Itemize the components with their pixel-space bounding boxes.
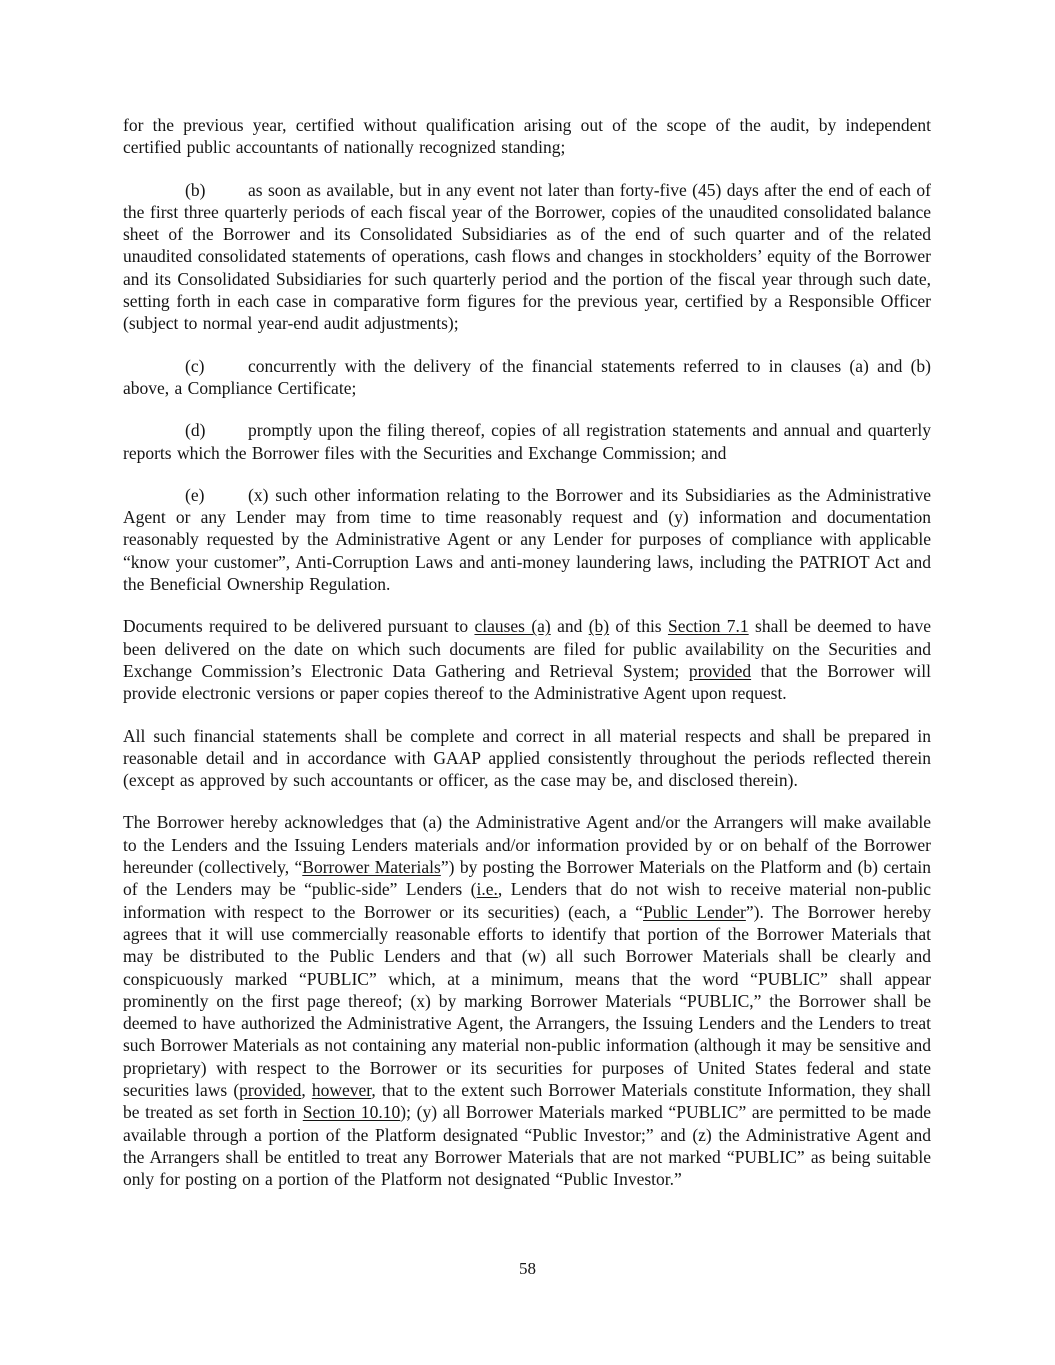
text-run: promptly upon the filing thereof, copies of all registration statements and annual and quarterly reports which the Borrower files with the Securities and Exchange Commission; and bbox=[123, 420, 931, 463]
text-run: concurrently with the delivery of the financial statements referred to in clauses (a) and (b) above, a Compliance Certificate; bbox=[123, 355, 931, 398]
clause-paragraph bbox=[123, 179, 931, 335]
text-run: The Borrower hereby acknowledges that (a) the Administrative Agent and/or the Arrangers will make available to the Lenders and the Issuing Lenders materials and/or information provided by or on behalf of the Borrower hereunder (collectively, “ bbox=[123, 812, 931, 878]
text-run: ); (y) all Borrower Materials marked “PUBLIC” are permitted to be made available through a portion of the Platform designated “Public Investor;” and (z) the Administrative Agent and the Arrangers shall be entitled to treat any Borrower Materials that are not marked “PUBLIC” as being suitable only for posting on a portion of the Platform not designated “Public Investor.” bbox=[123, 1102, 931, 1190]
clause-label: (b) bbox=[185, 179, 206, 200]
text-run: All such financial statements shall be complete and correct in all material respects and shall be prepared in reasonable detail and in accordance with GAAP applied consistently throughout the periods reflected therein (except as approved by such accountants or officer, as the case may be, and disclosed therein). bbox=[123, 725, 931, 791]
underlined-term: clauses (a) bbox=[474, 616, 551, 637]
underlined-term: provided bbox=[688, 660, 752, 681]
body-paragraph bbox=[123, 114, 931, 159]
underlined-term: Section 7.1 bbox=[667, 616, 749, 637]
text-run: for the previous year, certified without qualification arising out of the scope of the audit, by independent certified public accountants of nationally recognized standing; bbox=[123, 115, 931, 158]
text-run: , Lenders that do not wish to receive material non-public information with respect to the Borrower or its securities) (each, a “ bbox=[123, 879, 932, 922]
underlined-term: i.e. bbox=[476, 879, 498, 900]
text-run: (x) such other information relating to the Borrower and its Subsidiaries as the Administrative Agent or any Lender may from time to time reasonably request and (y) information and documentation reasonably requested by the Administrative Agent or any Lender for purposes of compliance with applicable “know your customer”, Anti-Corruption Laws and anti-money laundering laws, including the PATRIOT Act and the Beneficial Ownership Regulation. bbox=[123, 484, 931, 595]
underlined-term: Borrower Materials bbox=[302, 857, 441, 878]
clause-paragraph bbox=[123, 355, 931, 400]
page-number: 58 bbox=[519, 1259, 536, 1278]
underlined-term: Section 10.10 bbox=[302, 1102, 401, 1123]
underlined-term: however bbox=[311, 1079, 372, 1100]
body-paragraph bbox=[123, 811, 931, 1190]
clause-label: (e) bbox=[185, 484, 205, 505]
body-paragraph bbox=[123, 725, 931, 792]
text-run: of this bbox=[609, 616, 668, 637]
clause-label: (c) bbox=[185, 355, 205, 376]
body-paragraph bbox=[123, 615, 931, 704]
document-body bbox=[123, 114, 931, 1210]
text-run: ”) by posting the Borrower Materials on the Platform and (b) certain of the Lenders may be “public-side” Lenders ( bbox=[123, 857, 932, 900]
clause-paragraph bbox=[123, 484, 931, 595]
clause-label: (d) bbox=[185, 420, 206, 441]
underlined-term: provided bbox=[239, 1079, 302, 1100]
underlined-term: (b) bbox=[588, 616, 610, 637]
text-run: as soon as available, but in any event not later than forty-five (45) days after the end of each of the first three quarterly periods of each fiscal year of the Borrower, copies of the unaudited consolidated balance sheet of the Borrower and its Consolidated Subsidiaries as of the end of such quarter and of the related unaudited consolidated statements of operations, cash flows and changes in stockholders’ equity of the Borrower and its Consolidated Subsidiaries for such quarterly period and the portion of the fiscal year through such date, setting forth in each case in comparative form figures for the previous year, certified by a Responsible Officer (subject to normal year-end audit adjustments); bbox=[123, 179, 931, 334]
text-run: , bbox=[301, 1079, 312, 1100]
underlined-term: Public Lender bbox=[643, 901, 746, 922]
text-run: that the Borrower will provide electronic versions or paper copies thereof to the Administrative Agent upon request. bbox=[123, 660, 931, 704]
clause-paragraph bbox=[123, 419, 931, 464]
text-run: ”). The Borrower hereby agrees that it will use commercially reasonable efforts to identify that portion of the Borrower Materials that may be distributed to the Public Lenders and that (w) all such Borrower Materials shall be clearly and conspicuously marked “PUBLIC” which, at a minimum, means that the word “PUBLIC” shall appear prominently on the first page thereof; (x) by marking Borrower Materials “PUBLIC,” the Borrower shall be deemed to have authorized the Administrative Agent, the Arrangers, the Issuing Lenders and the Lenders to treat such Borrower Materials as not containing any material non-public information (although it may be sensitive and proprietary) with respect to the Borrower or its securities for purposes of United States federal and state securities laws ( bbox=[123, 901, 931, 1100]
text-run: and bbox=[550, 616, 589, 637]
text-run: Documents required to be delivered pursuant to bbox=[123, 616, 475, 637]
text-run: shall be deemed to have been delivered on the date on which such documents are filed for public availability on the Securities and Exchange Commission’s Electronic Data Gathering and Retrieval System; bbox=[123, 616, 931, 681]
text-run: , that to the extent such Borrower Materials constitute Information, they shall be treated as set forth in bbox=[123, 1079, 932, 1123]
